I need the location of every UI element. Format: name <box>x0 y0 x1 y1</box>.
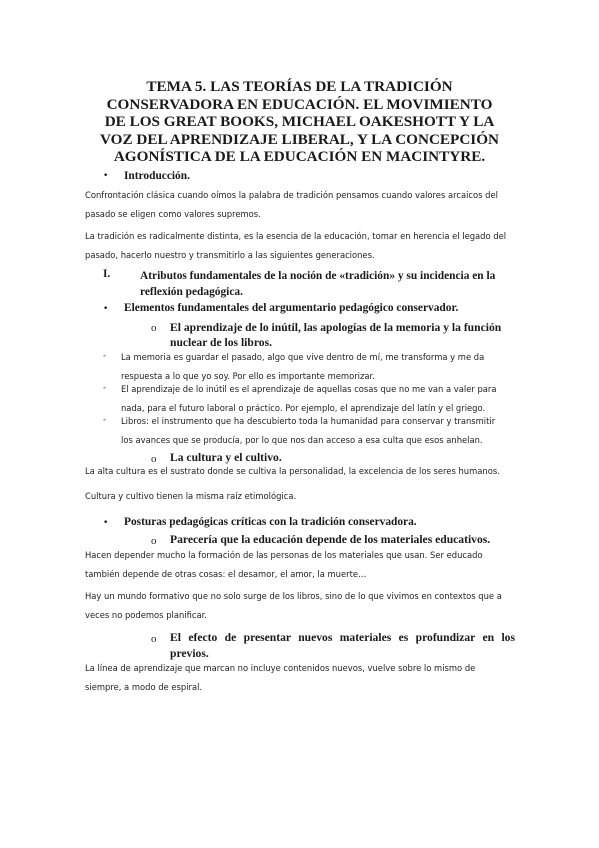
text-line: Hacen depender mucho la formación de las personas de los materiales que usan. Ser educado <box>85 550 483 560</box>
heading-posturas: Posturas pedagógicas críticas con la tradición conservadora. <box>124 516 417 528</box>
subheading-efecto <box>170 630 515 662</box>
text-line: Libros: el instrumento que ha descubierto toda la humanidad para conservar y transmitir <box>121 416 496 426</box>
bullet-marker: • <box>103 171 109 181</box>
text-line: nada, para el futuro laboral o práctico. Por ejemplo, el aprendizaje del latín y el griego. <box>121 402 486 413</box>
title-line: AGONÍSTICA DE LA EDUCACIÓN EN MACINTYRE. <box>113 148 486 166</box>
title-line: TEMA 5. LAS TEORÍAS DE LA TRADICIÓN <box>146 78 453 95</box>
text-line: La memoria es guardar el pasado, algo que vive dentro de mí, me transforma y me da <box>121 352 485 362</box>
paragraph-mundo-formativo <box>85 587 502 624</box>
paragraph-raiz: Cultura y cultivo tienen la misma raíz etimológica. <box>85 491 297 501</box>
heading-atributos <box>140 268 495 300</box>
title-line: DE LOS GREAT BOOKS, MICHAEL OAKESHOTT Y LA <box>104 113 495 131</box>
text-line: pasado se eligen como valores supremos. <box>85 208 261 219</box>
section-numeral: I. <box>103 268 111 280</box>
circle-marker: o <box>151 633 157 645</box>
dash-marker: - <box>103 414 107 424</box>
heading-line: previos. <box>170 647 209 660</box>
paragraph-formacion <box>85 546 483 583</box>
paragraph-alta-cultura: La alta cultura es el sustrato donde se cultiva la personalidad, la excelencia de los seres humanos. <box>85 466 500 476</box>
list-item-libros <box>121 412 495 449</box>
heading-introduccion: Introducción. <box>124 170 190 182</box>
text-line: La línea de aprendizaje que marcan no incluye contenidos nuevos, vuelve sobre lo mismo de <box>85 663 476 673</box>
title-line: CONSERVADORA EN EDUCACIÓN. EL MOVIMIENTO <box>106 95 493 113</box>
circle-marker: o <box>151 535 157 547</box>
subheading-aprendizaje-inutil <box>170 320 501 350</box>
text-line: Hay un mundo formativo que no solo surge de los libros, sino de lo que vivimos en contextos que a <box>85 591 502 601</box>
text-line: veces no podemos planificar. <box>85 609 207 620</box>
paragraph-introduccion-2 <box>85 227 506 264</box>
heading-line: El aprendizaje de lo inútil, las apologías de la memoria y la función <box>170 321 502 334</box>
heading-line: Atributos fundamentales de la noción de «tradición» y su incidencia en la <box>140 270 496 282</box>
dash-marker: - <box>103 382 107 392</box>
text-line: pasado, hacerlo nuestro y transmitirlo a las siguientes generaciones. <box>85 249 375 260</box>
bullet-marker: • <box>103 518 109 528</box>
paragraph-linea-aprendizaje <box>85 659 475 696</box>
text-line: los avances que se producía, por lo que nos dan acceso a esa culta que esos anhelan. <box>121 434 483 445</box>
text-line: El aprendizaje de lo inútil es el aprendizaje de aquellas cosas que no me van a valer para <box>121 384 497 394</box>
bullet-marker: • <box>103 304 109 314</box>
circle-marker: o <box>151 453 157 465</box>
text-line: La tradición es radicalmente distinta, es la esencia de la educación, tomar en herencia el legado del <box>85 231 507 241</box>
heading-line: El efecto de presentar nuevos materiales es profundizar en los <box>170 631 515 644</box>
heading-line: reflexión pedagógica. <box>140 286 243 298</box>
subheading-cultura: La cultura y el cultivo. <box>170 451 282 464</box>
document-title <box>60 78 539 166</box>
paragraph-introduccion-1 <box>85 186 498 223</box>
circle-marker: o <box>151 322 157 334</box>
title-line: VOZ DEL APRENDIZAJE LIBERAL, Y LA CONCEPCIÓN <box>100 130 499 148</box>
dash-marker: - <box>103 350 107 360</box>
text-line: respuesta a lo que yo soy. Por ello es importante memorizar. <box>121 370 375 381</box>
heading-line: nuclear de los libros. <box>170 336 272 349</box>
heading-elementos: Elementos fundamentales del argumentario pedagógico conservador. <box>124 302 459 314</box>
text-line: Confrontación clásica cuando oímos la palabra de tradición pensamos cuando valores arcaicos del <box>85 190 498 200</box>
subheading-materiales: Parecería que la educación depende de los materiales educativos. <box>170 533 491 546</box>
text-line: siempre, a modo de espiral. <box>85 681 203 692</box>
text-line: también depende de otras cosas: el desamor, el amor, la muerte… <box>85 568 367 579</box>
